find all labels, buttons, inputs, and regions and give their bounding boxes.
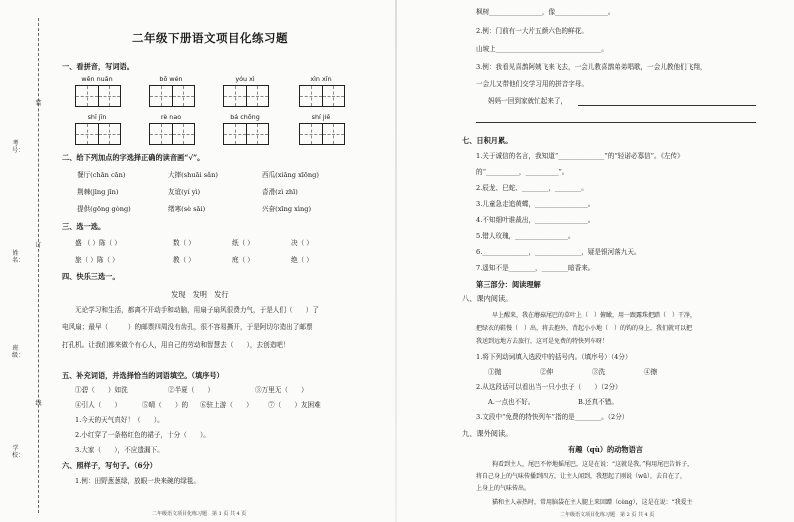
part-3-heading: 第三部分：阅读理解 <box>476 280 541 289</box>
class-label: 班级： <box>12 345 25 359</box>
fill-question: 2.小红穿了一条格红色的裙子，十分（ ）。 <box>75 431 210 439</box>
option: ③洗 <box>592 368 606 376</box>
example-sentence: 2.例：门前有一大片五颜六色的鲜花。 <box>476 27 588 35</box>
section-2-heading: 二、给下列加点的字选择正确的读音画“√”。 <box>62 153 205 162</box>
fill-question: 5.错人玫瑰，________________。 <box>476 232 575 240</box>
pinyin: yóu xì <box>235 75 255 83</box>
answer-line: 枫树________________，像________________。 <box>476 8 615 16</box>
writing-grid[interactable] <box>299 85 345 107</box>
section-3-heading: 三、选一选。 <box>62 222 106 231</box>
fill-question: 1.今天的天气真好！（ ）。 <box>75 416 164 424</box>
choice-row: 教（ ） <box>173 256 195 264</box>
reading-item: 荆棘(jīng jīn) <box>77 188 119 196</box>
idiom-option: ③万里无（ ） <box>255 386 308 394</box>
binding-line <box>38 18 39 513</box>
idiom-option: ⑥驻上游（ ） <box>200 401 253 409</box>
paragraph-line: 打孔机。让我们都来做个有心人，用自己的劳动和智慧去（ ），去创造吧！ <box>62 341 290 349</box>
choice-row: 决（ ） <box>291 239 313 247</box>
pinyin: rè nao <box>160 113 182 121</box>
idiom-option: ⑤晴（ ）的 <box>142 401 189 409</box>
section-5-heading: 五、补充词语，并选择恰当的词语填空。（填序号） <box>62 371 224 380</box>
question: 1.将下列动词填入选段中的括号内。（填序号）（4分） <box>476 353 632 361</box>
fill-question: 3.儿童急走追黄蝶，________________。 <box>476 200 595 208</box>
pinyin: bō wén <box>159 75 183 83</box>
answer-line <box>476 122 756 123</box>
choice-row: 纸（ ） <box>232 239 254 247</box>
section-9-heading: 九、课外阅读。 <box>462 429 513 438</box>
option: ②伸 <box>540 368 554 376</box>
passage-line: 猫和主人亲热时，常用脑袋在主人腿上来回蹭（cèng），这是在说：“我爱主 <box>492 499 693 506</box>
reading-item: 餐厅(chān cān) <box>77 171 126 179</box>
passage-line: 我送到远地方去旅行，这可是免费的特快列车呀！ <box>476 338 609 345</box>
name-label: 姓名： <box>12 250 25 264</box>
idiom-option: ④引人（ ） <box>75 401 122 409</box>
reading-item: 西瓜(xiāng xīōng) <box>262 171 319 179</box>
school-label: 学校： <box>12 445 25 459</box>
passage-line: 狗看到主人，尾巴不停地摇尾巴，这是在说：“这就是我。”狗用尾巴告诉子， <box>492 461 694 468</box>
fill-question: 2.辰龙、巳蛇、________，________。 <box>476 184 588 192</box>
choice-row: 数（ ） <box>173 239 195 247</box>
page-footer-right: 二年级语文项目化练习题 第 2 页 共 4 页 <box>560 512 655 518</box>
paragraph-line: 无论学习和生活，都离不开动手和动脑，用扇子扇风很费力气，于是人们（ ）了 <box>75 306 319 314</box>
option: ①抛 <box>488 368 502 376</box>
idiom-option: ①碧（ ）如洗 <box>75 386 128 394</box>
pinyin: xìn xīn <box>310 75 332 83</box>
writing-grid[interactable] <box>223 85 269 107</box>
reading-item: 沓滑(zì zhī) <box>262 188 298 196</box>
answer-line <box>578 105 756 106</box>
example-sentence: 1.例：田野葱葱绿，放眼一块来碗的绿毯。 <box>75 477 200 485</box>
writing-grid[interactable] <box>75 85 121 107</box>
story-title: 有趣（qù）的动物语言 <box>568 445 643 454</box>
idiom-option: ②半夏（ ） <box>168 386 215 394</box>
reading-item: 友谊(yí yì) <box>168 188 201 196</box>
section-1-heading: 一、看拼音，写词语。 <box>62 62 134 71</box>
choice-row: 绝（ ） <box>291 256 313 264</box>
section-6-heading: 六、照样子，写句子。（6分） <box>62 461 157 470</box>
passage-line: 早上醒来，我在蘑菇尾巴的草叶上（ ）俯瞰，用一跟露珠把踏（ ）干净， <box>492 312 697 319</box>
choice-row: 旅（ ）陈（ ） <box>75 256 119 264</box>
fill-question: 3.大家（ ），不应遗漏下。 <box>75 446 164 454</box>
section-8-heading: 八、课内阅读。 <box>462 294 513 303</box>
binding-mark-2: 订 <box>35 242 42 249</box>
paragraph-line: 电风扇；最早（ ）的邮票四周没有齿孔，很不容易撕开，于是阿切尔造出了邮票 <box>62 323 313 331</box>
passage-line: 把绿衣的鞋慢（ ）出，将去抱外，背起小小地（ ）的钩的身上，我们就可以把 <box>476 325 693 332</box>
word-options: 发现 发明 发行 <box>171 290 229 299</box>
fill-question: 的“__________，__________”。 <box>476 168 569 176</box>
binding-mark-1: 装 <box>35 100 42 107</box>
fill-question: 4.不知细叶谁裁出，________________。 <box>476 216 595 224</box>
idiom-option: ⑦（ ）友困难 <box>268 401 321 409</box>
section-4-heading: 四、快乐三选一。 <box>62 272 120 281</box>
pinyin: wēn nuǎn <box>81 75 113 83</box>
answer-line: 山坡上________________________________。 <box>476 45 608 53</box>
exam-number-label: 考号： <box>12 140 25 154</box>
fill-question: 1.关于诚信的名言，我知道“______________”的“轻诺必寡信”。《左传》 <box>476 152 684 160</box>
question: 3.文段中“免费的特快列车”指的是________。（2分） <box>476 413 629 421</box>
section-7-heading: 七、日积月累。 <box>462 136 513 145</box>
page-footer-left: 二年级语文项目化练习题 第 1 页 共 4 页 <box>152 511 247 517</box>
choice-row: 盛 （ ）陈（ ） <box>75 239 121 247</box>
option: A.一点也不好。 <box>488 398 535 406</box>
reading-item: 兴奋(xīng xìng) <box>262 205 312 213</box>
binding-mark-3: 线 <box>35 400 42 407</box>
pinyin: shī jīn <box>87 113 107 121</box>
writing-grid[interactable] <box>299 123 345 145</box>
writing-grid[interactable] <box>223 123 269 145</box>
reading-item: 提供(gōng gòng) <box>77 205 131 213</box>
fill-question: 6.______________，______________，疑是银河落九天。 <box>476 248 641 256</box>
option: ④擦 <box>644 368 658 376</box>
example-sentence: 一会儿又带他们交学习用的拼音字母。 <box>476 80 589 88</box>
passage-line: 将自己身上的气味传播到四方，让主人闻到，我想起了刚说（wū），去自在了， <box>476 473 687 480</box>
page-title: 二年级下册语文项目化练习题 <box>132 31 288 45</box>
passage-line: 上身上的气味传出。 <box>476 485 531 492</box>
example-sentence: 妈妈一回到家就忙起来了， <box>488 97 568 105</box>
question: 2.从这段话可以看出当一只小虫子（ ）（2分） <box>476 383 622 391</box>
writing-grid[interactable] <box>149 123 195 145</box>
writing-grid[interactable] <box>75 123 121 145</box>
option: B.还真不错。 <box>578 398 618 406</box>
example-sentence: 3.例：我看见喜鹊阿姨飞来飞去，一会儿教喜鹊弟弟唱歌，一会儿教他们飞翔， <box>476 63 707 71</box>
choice-row: 庭（ ） <box>232 256 254 264</box>
page-divider <box>395 0 397 522</box>
pinyin: shí jiě <box>311 113 331 121</box>
reading-item: 绪寒(sè sāi) <box>168 205 206 213</box>
writing-grid[interactable] <box>149 85 195 107</box>
pinyin: bá chōng <box>230 113 260 121</box>
fill-question: 7.遥知不是________，________暗香来。 <box>476 264 595 272</box>
reading-item: 大摔(shuāi sǎn) <box>168 171 218 179</box>
